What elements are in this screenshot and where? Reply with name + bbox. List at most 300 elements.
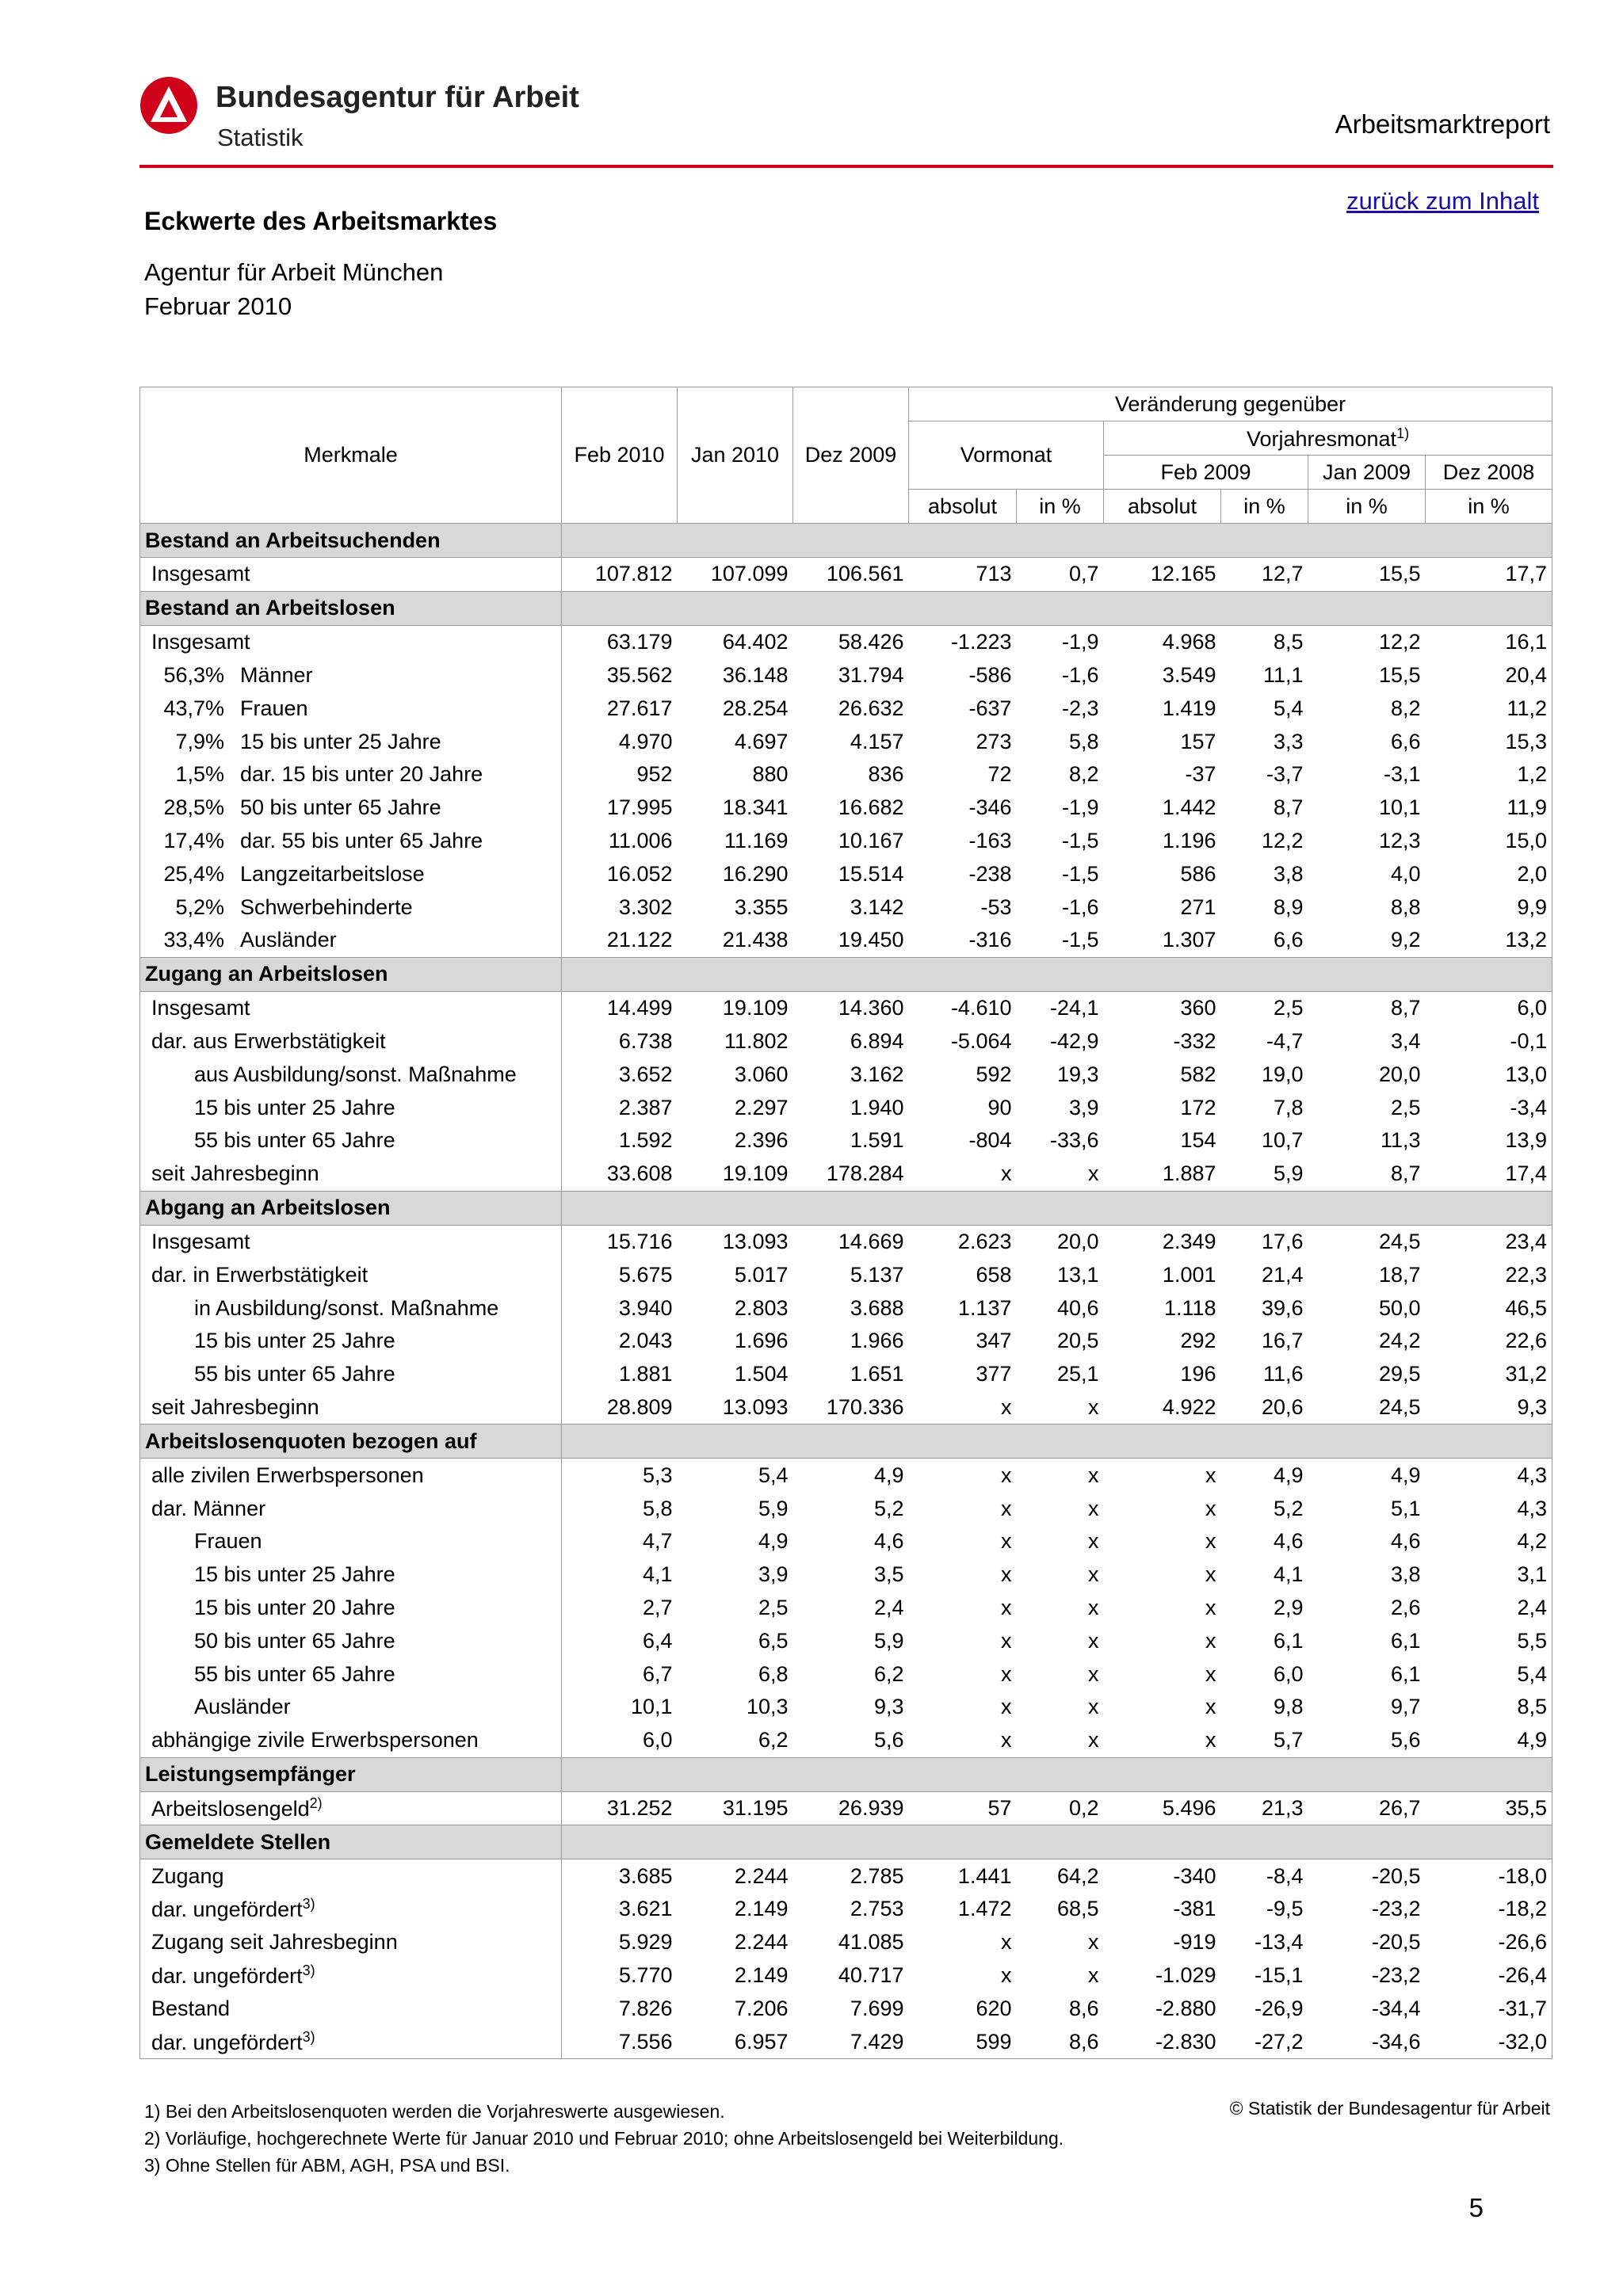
cell-value: 3.142 (850, 894, 904, 919)
cell-value: 3,3 (1273, 729, 1304, 753)
cell-value: 15,3 (1426, 725, 1552, 758)
cell-value: 2,5 (1390, 1095, 1421, 1119)
cell-value: -18,0 (1426, 1859, 1552, 1893)
cell-value: -23,2 (1371, 1897, 1421, 1921)
cell-value: 2,7 (642, 1595, 673, 1619)
cell-value: 8,6 (1068, 1996, 1099, 2020)
cell-value: 9,7 (1390, 1695, 1421, 1719)
cell-value: 5,7 (1273, 1728, 1304, 1753)
share-percent: 17,4% (163, 828, 224, 852)
cell-value: 39,6 (1261, 1295, 1304, 1320)
page-title: Eckwerte des Arbeitsmarktes (144, 207, 498, 235)
cell-value: 15.716 (606, 1229, 673, 1253)
cell-value: 15,5 (1378, 662, 1421, 687)
cell-value: x (1205, 1661, 1216, 1686)
cell-value: 5,1 (1390, 1496, 1421, 1520)
cell-value: 592 (976, 1062, 1012, 1086)
section-fill (562, 1757, 1552, 1791)
row-label-text: abhängige zivile Erwerbspersonen (151, 1728, 479, 1753)
cell-value: x (1088, 1562, 1099, 1587)
cell-value: -346 (968, 795, 1012, 820)
cell-value: 2.753 (850, 1897, 904, 1921)
cell-value: 6,1 (1390, 1628, 1421, 1653)
cell-value: -2.830 (1104, 2025, 1221, 2058)
cell-value: 6,2 (873, 1661, 904, 1686)
cell-value: 10,7 (1261, 1128, 1304, 1153)
row-label (140, 1558, 562, 1592)
cell-value: 19.109 (722, 1161, 789, 1186)
cell-value: 17.995 (606, 795, 673, 820)
cell-value: -1,5 (1061, 928, 1099, 952)
cell-value: -381 (1173, 1897, 1216, 1921)
section-fill (562, 957, 1552, 991)
footnotes (144, 2098, 1064, 2179)
row-label-text: 55 bis unter 65 Jahre (194, 1128, 395, 1153)
cell-value: x (1001, 1728, 1012, 1753)
cell-value: 836 (868, 762, 904, 787)
cell-value: 4,1 (1273, 1562, 1304, 1587)
cell-value: 4.968 (1162, 630, 1216, 654)
cell-value: 107.812 (594, 562, 673, 586)
cell-value: 20,6 (1261, 1394, 1304, 1419)
cell-value: 2.244 (734, 1930, 789, 1955)
cell-value: 1.001 (1162, 1262, 1216, 1287)
row-label-text: aus Ausbildung/sonst. Maßnahme (194, 1062, 517, 1086)
cell-value: -34,6 (1308, 2025, 1426, 2058)
table-row (140, 1025, 1552, 1058)
row-label (140, 1158, 562, 1191)
cell-value: -3,1 (1383, 762, 1421, 787)
cell-value: -32,0 (1426, 2025, 1552, 2058)
row-label (140, 758, 562, 791)
cell-value: 8,7 (1273, 795, 1304, 820)
section-title: Zugang an Arbeitslosen (140, 957, 562, 991)
row-label-text: seit Jahresbeginn (151, 1161, 319, 1186)
cell-value: 3,9 (1068, 1095, 1099, 1119)
cell-value: 347 (976, 1329, 1012, 1353)
cell-value: x (1205, 1695, 1216, 1719)
cell-value: x (1088, 1595, 1099, 1619)
row-label-text: Frauen (194, 1529, 262, 1554)
share-percent: 7,9% (175, 729, 224, 753)
cell-value: 63.179 (606, 630, 673, 654)
header-dez2009: Dez 2009 (793, 387, 909, 524)
table-row (140, 1859, 1552, 1893)
cell-value: 4,7 (642, 1529, 673, 1554)
cell-value: 178.284 (826, 1161, 904, 1186)
cell-value: 2.149 (734, 1963, 789, 1988)
cell-value: 26.939 (838, 1795, 904, 1820)
row-label-text: dar. Männer (151, 1496, 266, 1520)
cell-value: 57 (987, 1795, 1012, 1820)
cell-value: 5,9 (1273, 1161, 1304, 1186)
section-header-row (140, 957, 1552, 991)
cell-value: 16.682 (838, 795, 904, 820)
cell-value: 6,0 (1426, 991, 1552, 1024)
header-vormonat: Vormonat (909, 421, 1104, 490)
cell-value: 6,6 (1273, 928, 1304, 952)
cell-value: 58.426 (838, 630, 904, 654)
cell-value: x (1088, 1463, 1099, 1487)
cell-value: 40.717 (838, 1963, 904, 1988)
cell-value: 620 (976, 1996, 1012, 2020)
brand-name: Bundesagentur für Arbeit (216, 81, 579, 114)
cell-value: x (1088, 1496, 1099, 1520)
section-title: Leistungsempfänger (140, 1757, 562, 1791)
row-label-text: Insgesamt (151, 1229, 250, 1253)
header-in-pct: in % (1221, 490, 1308, 524)
cell-value: -34,4 (1371, 1996, 1421, 2020)
table-row (140, 1058, 1552, 1091)
cell-value: 599 (909, 2025, 1017, 2058)
cell-value: -20,5 (1371, 1863, 1421, 1888)
cell-value: 13,9 (1426, 1124, 1552, 1158)
cell-value: 3,8 (1390, 1562, 1421, 1587)
cell-value: -1,9 (1061, 795, 1099, 820)
cell-value: 13.093 (722, 1229, 789, 1253)
cell-value: x (1001, 1930, 1012, 1955)
footnote-ref: 3) (302, 1896, 315, 1913)
row-label-text: 15 bis unter 25 Jahre (194, 1329, 395, 1353)
cell-value: 5,4 (1426, 1657, 1552, 1691)
cell-value: 2.349 (1162, 1229, 1216, 1253)
cell-value: 1.196 (1162, 828, 1216, 852)
cell-value: 7.206 (734, 1996, 789, 2020)
share-percent: 33,4% (163, 928, 224, 952)
cell-value: 2,9 (1273, 1595, 1304, 1619)
table-row (140, 1657, 1552, 1691)
cell-value: 2.043 (618, 1329, 673, 1353)
back-to-contents-link[interactable]: zurück zum Inhalt (1346, 187, 1539, 215)
cell-value: 271 (1180, 894, 1216, 919)
cell-value: 1.504 (734, 1362, 789, 1386)
cell-value: 9,8 (1273, 1695, 1304, 1719)
share-percent: 5,2% (175, 894, 224, 919)
cell-value: x (1001, 1595, 1012, 1619)
row-label (140, 1992, 562, 2025)
cell-value: x (1088, 1728, 1099, 1753)
cell-value: 35.562 (606, 662, 673, 687)
cell-value: x (1001, 1963, 1012, 1988)
cell-value: 3.652 (618, 1062, 673, 1086)
cell-value: 0,2 (1068, 1795, 1099, 1820)
cell-value: 4,9 (1273, 1463, 1304, 1487)
cell-value: 12,7 (1261, 562, 1304, 586)
cell-value: 4,9 (873, 1463, 904, 1487)
section-header-row (140, 591, 1552, 625)
row-label-text: dar. in Erwerbstätigkeit (151, 1262, 369, 1287)
cell-value: x (1205, 1463, 1216, 1487)
cell-value: 3,8 (1273, 861, 1304, 886)
cell-value: 90 (987, 1095, 1012, 1119)
cell-value: 31.195 (722, 1795, 789, 1820)
cell-value: 713 (976, 562, 1012, 586)
cell-value: 21,3 (1261, 1795, 1304, 1820)
row-label (140, 1525, 562, 1558)
cell-value: 15,0 (1426, 825, 1552, 858)
row-label (140, 1691, 562, 1724)
page-number: 5 (1468, 2193, 1484, 2222)
table-row (140, 924, 1552, 957)
row-label-text: Insgesamt (151, 996, 250, 1020)
cell-value: x (1001, 1562, 1012, 1587)
footnote-1: 1) Bei den Arbeitslosenquoten werden die Vorjahreswerte ausgewiesen. (144, 2101, 725, 2122)
header-veraenderung: Veränderung gegenüber (909, 387, 1552, 421)
cell-value: 17,7 (1426, 558, 1552, 592)
cell-value: -238 (968, 861, 1012, 886)
cell-value: -1,6 (1061, 662, 1099, 687)
header-absolut: absolut (909, 490, 1017, 524)
table-row (140, 791, 1552, 825)
footnote-2: 2) Vorläufige, hochgerechnete Werte für Januar 2010 und Februar 2010; ohne Arbeitslosengeld bei Weiterbildung. (144, 2128, 1064, 2149)
cell-value: 4,9 (758, 1529, 789, 1554)
cell-value: 6,4 (642, 1628, 673, 1653)
section-title: Gemeldete Stellen (140, 1825, 562, 1859)
cell-value: -4.610 (950, 996, 1012, 1020)
cell-value: 7,8 (1273, 1095, 1304, 1119)
cell-value: 4,3 (1426, 1459, 1552, 1492)
header-jan2010: Jan 2010 (678, 387, 793, 524)
cell-value: 33.608 (606, 1161, 673, 1186)
cell-value: 5,8 (1068, 729, 1099, 753)
cell-value: 5,2 (1273, 1496, 1304, 1520)
cell-value: 1.591 (850, 1128, 904, 1153)
cell-value: 6,5 (758, 1628, 789, 1653)
cell-value: 5,2 (873, 1496, 904, 1520)
cell-value: x (1088, 1695, 1099, 1719)
cell-value: -637 (968, 696, 1012, 720)
cell-value: 27.617 (606, 696, 673, 720)
cell-value: 1.696 (734, 1329, 789, 1353)
row-label-text: dar. ungefördert (151, 1964, 303, 1989)
cell-value: 586 (1180, 861, 1216, 886)
cell-value: 8,2 (1390, 696, 1421, 720)
cell-value: 3,4 (1390, 1028, 1421, 1053)
section-fill (562, 1191, 1552, 1225)
cell-value: 8,6 (1017, 2025, 1104, 2058)
table-row (140, 1893, 1552, 1926)
cell-value: 46,5 (1426, 1291, 1552, 1325)
cell-value: 106.561 (826, 562, 904, 586)
cell-value: -15,1 (1254, 1963, 1304, 1988)
cell-value: 5,4 (1273, 696, 1304, 720)
cell-value: -26,9 (1254, 1996, 1304, 2020)
table-row (140, 1391, 1552, 1425)
cell-value: 4.922 (1162, 1394, 1216, 1419)
cell-value: 12,2 (1261, 828, 1304, 852)
cell-value: 154 (1180, 1128, 1216, 1153)
cell-value: x (1001, 1661, 1012, 1686)
table-row (140, 558, 1552, 592)
row-label (140, 857, 562, 891)
row-label (140, 1358, 562, 1391)
cell-value: 8,7 (1390, 1161, 1421, 1186)
cell-value: 13.093 (722, 1394, 789, 1419)
cell-value: 1.940 (850, 1095, 904, 1119)
cell-value: 582 (1180, 1062, 1216, 1086)
header-feb2009: Feb 2009 (1104, 456, 1308, 490)
table-row (140, 857, 1552, 891)
labour-market-table (139, 387, 1552, 2059)
cell-value: 5.675 (618, 1262, 673, 1287)
cell-value: x (1088, 1394, 1099, 1419)
cell-value: -0,1 (1426, 1025, 1552, 1058)
header-divider (139, 165, 1553, 168)
cell-value: 40,6 (1056, 1295, 1099, 1320)
cell-value: 15.514 (838, 861, 904, 886)
cell-value: x (1001, 1394, 1012, 1419)
row-label (140, 558, 562, 592)
cell-value: 2,4 (1426, 1592, 1552, 1625)
cell-value: -163 (968, 828, 1012, 852)
cell-value: 0,7 (1068, 562, 1099, 586)
row-label-text: dar. aus Erwerbstätigkeit (151, 1028, 386, 1053)
cell-value: 21,4 (1261, 1262, 1304, 1287)
row-label-text: Ausländer (194, 1695, 291, 1719)
cell-value: 1.307 (1162, 928, 1216, 952)
header-in-pct: in % (1017, 490, 1104, 524)
cell-value: 12,3 (1378, 828, 1421, 852)
share-percent: 28,5% (163, 795, 224, 820)
table-row (140, 2025, 1552, 2058)
section-header-row (140, 1825, 1552, 1859)
cell-value: 3.302 (618, 894, 673, 919)
cell-value: 11,1 (1262, 662, 1304, 687)
cell-value: 9,2 (1390, 928, 1421, 952)
table-row (140, 1691, 1552, 1724)
cell-value: 5,9 (758, 1496, 789, 1520)
cell-value: 8,7 (1390, 996, 1421, 1020)
row-label-text: Insgesamt (151, 562, 250, 586)
cell-value: 14.360 (838, 996, 904, 1020)
cell-value: 6,1 (1273, 1628, 1304, 1653)
row-label (140, 825, 562, 858)
cell-value: 3,1 (1426, 1558, 1552, 1592)
cell-value: x (1088, 1930, 1099, 1955)
table-row (140, 1358, 1552, 1391)
cell-value: 17,4 (1426, 1158, 1552, 1191)
cell-value: x (1088, 1161, 1099, 1186)
row-label (140, 924, 562, 957)
cell-value: 24,5 (1378, 1394, 1421, 1419)
cell-value: 6,8 (758, 1661, 789, 1686)
row-label-text: Bestand (151, 1996, 231, 2020)
cell-value: 41.085 (838, 1930, 904, 1955)
row-label-text: 50 bis unter 65 Jahre (240, 795, 441, 820)
cell-value: 5,4 (758, 1463, 789, 1487)
table-row (140, 1459, 1552, 1492)
table-row (140, 625, 1552, 658)
row-label (140, 1592, 562, 1625)
table-row (140, 1325, 1552, 1358)
cell-value: 31.252 (606, 1795, 673, 1820)
cell-value: 7.429 (793, 2025, 909, 2058)
cell-value: 28.809 (606, 1394, 673, 1419)
cell-value: 2.149 (734, 1897, 789, 1921)
cell-value: -2.880 (1155, 1996, 1216, 2020)
report-title: Arbeitsmarktreport (1335, 109, 1550, 139)
cell-value: 12,2 (1378, 630, 1421, 654)
cell-value: 5,9 (873, 1628, 904, 1653)
table-row (140, 1525, 1552, 1558)
row-label-text: 55 bis unter 65 Jahre (194, 1661, 395, 1686)
cell-value: 6.738 (618, 1028, 673, 1053)
cell-value: 18.341 (722, 795, 789, 820)
cell-value: 22,3 (1426, 1258, 1552, 1291)
cell-value: 292 (1180, 1329, 1216, 1353)
cell-value: -8,4 (1266, 1863, 1304, 1888)
cell-value: 8,2 (1068, 762, 1099, 787)
row-label-text: Männer (240, 662, 313, 687)
header-feb2010: Feb 2010 (562, 387, 678, 524)
cell-value: -27,2 (1221, 2025, 1308, 2058)
row-label-text: Zugang seit Jahresbeginn (151, 1930, 398, 1955)
row-label (140, 1893, 562, 1926)
cell-value: 196 (1180, 1362, 1216, 1386)
row-label-text: 15 bis unter 25 Jahre (194, 1095, 395, 1119)
section-fill (562, 591, 1552, 625)
cell-value: x (1001, 1161, 1012, 1186)
cell-value: 29,5 (1378, 1362, 1421, 1386)
cell-value: -53 (980, 894, 1012, 919)
cell-value: 2.396 (734, 1128, 789, 1153)
cell-value: 11.169 (724, 828, 789, 852)
cell-value: -1.223 (950, 630, 1012, 654)
header-in-pct: in % (1308, 490, 1426, 524)
footnote-3: 3) Ohne Stellen für ABM, AGH, PSA und BSI. (144, 2155, 510, 2176)
row-label (140, 725, 562, 758)
cell-value: 2.803 (734, 1295, 789, 1320)
cell-value: 8,9 (1273, 894, 1304, 919)
cell-value: x (1001, 1463, 1012, 1487)
cell-value: 68,5 (1056, 1897, 1099, 1921)
cell-value: 26.632 (838, 696, 904, 720)
cell-value: 107.099 (710, 562, 789, 586)
cell-value: 6.894 (850, 1028, 904, 1053)
table-row (140, 1091, 1552, 1124)
cell-value: 6,0 (642, 1728, 673, 1753)
cell-value: 3,5 (873, 1562, 904, 1587)
cell-value: -5.064 (950, 1028, 1012, 1053)
cell-value: 3.162 (850, 1062, 904, 1086)
row-label-text: Frauen (240, 696, 308, 720)
cell-value: 28.254 (722, 696, 789, 720)
row-label-text: Langzeitarbeitslose (240, 861, 425, 886)
header-vorjahresmonat: Vorjahresmonat$^{1)}$ (1104, 421, 1552, 456)
cell-value: 4.970 (618, 729, 673, 753)
cell-value: 6,1 (1390, 1661, 1421, 1686)
row-label (140, 1391, 562, 1425)
row-label-text: Insgesamt (151, 630, 250, 654)
cell-value: 2.297 (734, 1095, 789, 1119)
cell-value: 2,5 (758, 1595, 789, 1619)
cell-value: 2,4 (873, 1595, 904, 1619)
cell-value: -1,9 (1061, 630, 1099, 654)
cell-value: -18,2 (1426, 1893, 1552, 1926)
cell-value: 21.438 (722, 928, 789, 952)
cell-value: 13,1 (1056, 1262, 1099, 1287)
section-fill (562, 1825, 1552, 1859)
cell-value: 2,5 (1273, 996, 1304, 1020)
cell-value: x (1001, 1695, 1012, 1719)
cell-value: 9,3 (873, 1695, 904, 1719)
cell-value: -26,6 (1426, 1926, 1552, 1959)
row-label (140, 1225, 562, 1258)
cell-value: 4.157 (850, 729, 904, 753)
table-row (140, 1926, 1552, 1959)
cell-value: 10.167 (838, 828, 904, 852)
table-row (140, 825, 1552, 858)
